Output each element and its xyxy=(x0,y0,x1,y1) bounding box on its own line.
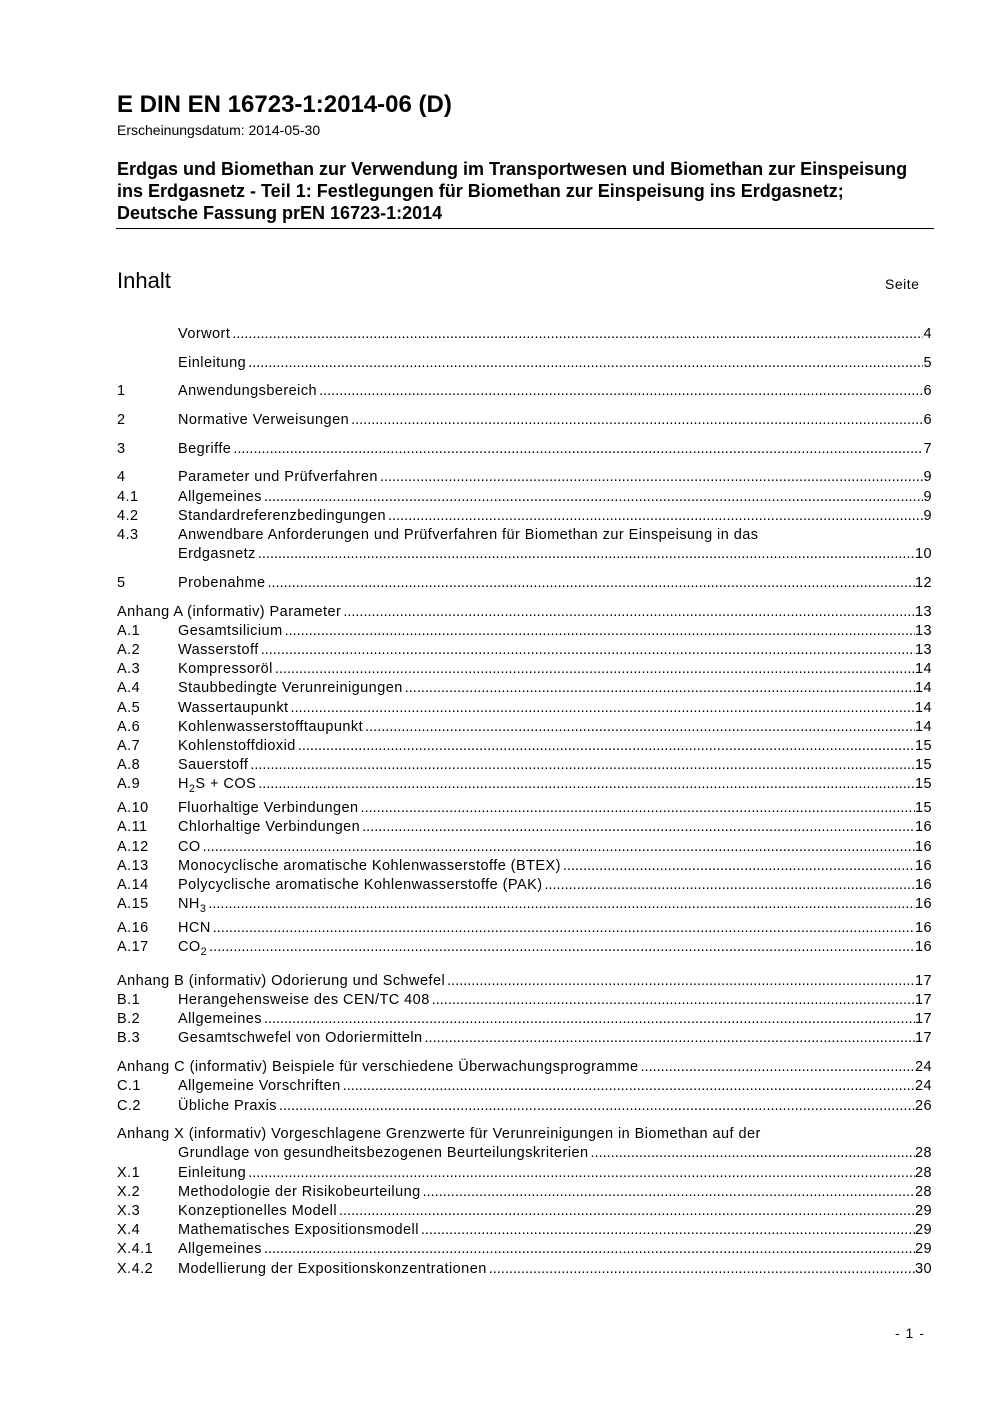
toc-entry[interactable] xyxy=(117,737,932,756)
toc-entry-page: 26 xyxy=(914,1097,932,1114)
toc-entry-page: 16 xyxy=(914,939,932,956)
toc-entry-number: A.13 xyxy=(117,857,149,874)
toc-entry-page: 15 xyxy=(914,776,932,793)
toc-entry[interactable] xyxy=(117,468,932,487)
toc-entry-number: A.8 xyxy=(117,757,141,774)
toc-entry-title: CO xyxy=(178,838,201,855)
toc-entry-page: 10 xyxy=(914,546,932,563)
toc-entry-title: Chlorhaltige Verbindungen xyxy=(178,819,361,836)
toc-entry-number: A.11 xyxy=(117,819,148,836)
toc-entry-page: 9 xyxy=(923,469,932,486)
toc-leader-dots xyxy=(248,354,923,373)
toc-entry[interactable] xyxy=(117,991,932,1010)
toc-heading: Inhalt xyxy=(117,268,171,293)
toc-leader-dots xyxy=(232,325,923,344)
toc-leader-dots xyxy=(425,1029,915,1048)
toc-leader-dots xyxy=(489,1260,915,1279)
toc-entry-number: X.1 xyxy=(117,1164,141,1181)
toc-annex-entry[interactable] xyxy=(117,972,932,991)
toc-entry-number: X.2 xyxy=(117,1183,141,1200)
toc-entry[interactable] xyxy=(117,354,932,373)
toc-entry-page: 30 xyxy=(914,1260,932,1277)
toc-leader-dots xyxy=(423,1183,915,1202)
table-of-contents xyxy=(117,325,932,1279)
toc-entry-number: A.16 xyxy=(117,920,149,937)
toc-entry-title: Staubbedingte Verunreinigungen xyxy=(178,680,403,697)
toc-leader-dots xyxy=(591,1144,915,1163)
toc-entry-number: A.5 xyxy=(117,699,141,716)
toc-entry-page: 17 xyxy=(914,1011,932,1028)
toc-leader-dots xyxy=(641,1058,915,1077)
toc-entry-page: 14 xyxy=(914,718,932,735)
toc-entry[interactable] xyxy=(117,507,932,526)
toc-entry-title: Sauerstoff xyxy=(178,757,249,774)
toc-entry-page: 5 xyxy=(923,354,932,371)
toc-entry[interactable] xyxy=(117,488,932,507)
toc-entry-page: 13 xyxy=(914,641,932,658)
toc-entry-page: 17 xyxy=(914,992,932,1009)
toc-entry-title: Mathematisches Expositionsmodell xyxy=(178,1222,419,1239)
toc-entry-title: Wasserstoff xyxy=(178,641,259,658)
toc-entry-title: Grundlage von gesundheitsbezogenen Beurteilungskriterien xyxy=(178,1145,589,1162)
toc-entry-number: X.4.1 xyxy=(117,1241,154,1258)
toc-leader-dots xyxy=(213,919,915,938)
toc-entry-page: 14 xyxy=(914,680,932,697)
toc-entry-title: Fluorhaltige Verbindungen xyxy=(178,800,359,817)
toc-entry-title: Monocyclische aromatische Kohlenwasserstoffe (BTEX) xyxy=(178,857,561,874)
toc-entry-number: A.6 xyxy=(117,718,141,735)
toc-entry-number: A.7 xyxy=(117,737,141,754)
toc-entry-number: B.1 xyxy=(117,992,141,1009)
toc-leader-dots xyxy=(388,507,923,526)
toc-page-column-label: Seite xyxy=(885,276,920,292)
toc-entry-title: Probenahme xyxy=(178,574,266,591)
toc-entry-title: $H_2S$ + COS xyxy=(178,776,257,796)
toc-entry-title: HCN xyxy=(178,920,211,937)
toc-entry[interactable] xyxy=(117,718,932,737)
toc-entry-number: A.1 xyxy=(117,622,141,639)
toc-entry-title: Kohlenstoffdioxid xyxy=(178,737,296,754)
toc-entry[interactable] xyxy=(117,574,932,593)
page-number: - 1 - xyxy=(895,1325,925,1341)
toc-entry[interactable] xyxy=(117,775,932,799)
toc-entry[interactable] xyxy=(117,679,932,698)
toc-entry-number: X.3 xyxy=(117,1202,141,1219)
toc-entry-number: A.2 xyxy=(117,641,141,658)
toc-entry[interactable] xyxy=(117,1202,932,1221)
toc-entry-page: 24 xyxy=(914,1059,932,1076)
toc-entry[interactable] xyxy=(117,1164,932,1183)
toc-entry-title: Übliche Praxis xyxy=(178,1097,277,1114)
toc-entry-page: 13 xyxy=(914,603,932,620)
toc-leader-dots xyxy=(250,756,915,775)
toc-entry-title: Erdgasnetz xyxy=(178,546,256,563)
toc-entry-number: 4.2 xyxy=(117,507,139,524)
toc-entry[interactable] xyxy=(117,1029,932,1048)
toc-leader-dots xyxy=(447,972,915,991)
toc-entry-page: 13 xyxy=(914,622,932,639)
toc-entry-continuation[interactable] xyxy=(117,545,932,564)
toc-entry-title: Konzeptionelles Modell xyxy=(178,1202,338,1219)
toc-entry-page: 24 xyxy=(914,1078,932,1095)
toc-entry[interactable] xyxy=(117,382,932,401)
toc-leader-dots xyxy=(365,718,915,737)
toc-entry[interactable] xyxy=(117,325,932,344)
toc-leader-dots xyxy=(291,699,915,718)
toc-leader-dots xyxy=(563,857,915,876)
toc-leader-dots xyxy=(268,574,915,593)
toc-entry-title: Kohlenwasserstofftaupunkt xyxy=(178,718,364,735)
toc-entry-title: Methodologie der Risikobeurteilung xyxy=(178,1183,421,1200)
toc-entry-page: 16 xyxy=(914,877,932,893)
toc-entry-title: Wassertaupunkt xyxy=(178,699,289,716)
toc-entry-number: B.2 xyxy=(117,1011,141,1028)
toc-entry-number: A.4 xyxy=(117,680,141,697)
toc-entry-page: 12 xyxy=(914,574,932,591)
toc-entry[interactable] xyxy=(117,1010,932,1029)
toc-entry-page: 28 xyxy=(914,1183,932,1200)
toc-entry[interactable] xyxy=(117,641,932,660)
toc-entry-page: 16 xyxy=(914,819,932,836)
toc-leader-dots xyxy=(351,411,923,430)
toc-entry-page: 29 xyxy=(914,1202,932,1219)
toc-entry[interactable] xyxy=(117,857,932,876)
toc-leader-dots xyxy=(208,895,915,914)
toc-entry[interactable] xyxy=(117,818,932,837)
toc-leader-dots xyxy=(432,991,915,1010)
toc-leader-dots xyxy=(279,1097,915,1116)
toc-entry-title: Begriffe xyxy=(178,440,232,457)
toc-leader-dots xyxy=(319,382,923,401)
toc-leader-dots xyxy=(339,1202,915,1221)
toc-leader-dots xyxy=(264,1240,915,1259)
toc-annex-entry[interactable] xyxy=(117,1058,932,1077)
toc-entry-title: Vorwort xyxy=(178,326,231,342)
toc-leader-dots xyxy=(405,679,915,698)
toc-entry[interactable] xyxy=(117,876,932,895)
toc-leader-dots xyxy=(544,876,915,895)
toc-entry-page: 16 xyxy=(914,857,932,874)
toc-leader-dots xyxy=(203,838,915,857)
toc-entry-page: 4 xyxy=(923,326,932,342)
toc-leader-dots xyxy=(209,938,915,957)
toc-entry[interactable] xyxy=(117,756,932,775)
toc-entry-title: Anhang A (informativ) Parameter xyxy=(117,603,342,620)
toc-entry-title: Normative Verweisungen xyxy=(178,412,350,429)
toc-entry-continuation[interactable] xyxy=(117,1144,932,1163)
toc-entry[interactable] xyxy=(117,1260,932,1279)
toc-entry[interactable] xyxy=(117,1221,932,1240)
toc-entry-page: 17 xyxy=(914,972,932,989)
toc-entry-number: X.4.2 xyxy=(117,1260,154,1277)
toc-entry[interactable] xyxy=(117,1240,932,1259)
toc-entry-page: 9 xyxy=(923,488,932,505)
toc-entry-number: A.17 xyxy=(117,939,149,956)
toc-entry-number: A.15 xyxy=(117,896,149,913)
toc-leader-dots xyxy=(285,622,915,641)
toc-entry-page: 15 xyxy=(914,757,932,774)
toc-entry-page: 6 xyxy=(923,412,932,429)
toc-entry-page: 14 xyxy=(914,661,932,678)
toc-leader-dots xyxy=(362,818,915,837)
toc-entry[interactable] xyxy=(117,799,932,818)
document-title: Erdgas und Biomethan zur Verwendung im Transportwesen und Biomethan zur Einspeisung ins Erdgasnetz - Teil 1: Festlegungen für Biomethan zur Einspeisung ins Erdgasnetz; Deutsche Fassung prEN 16723-1:2014 xyxy=(117,159,908,223)
toc-entry-title: $CO_2$ xyxy=(178,939,208,959)
toc-leader-dots xyxy=(343,603,915,622)
toc-entry-title: Anhang B (informativ) Odorierung und Schwefel xyxy=(117,972,446,989)
toc-entry[interactable] xyxy=(117,1097,932,1116)
toc-entry-title: Allgemeine Vorschriften xyxy=(178,1078,341,1095)
title-divider xyxy=(116,228,934,229)
toc-entry-page: 15 xyxy=(914,737,932,754)
toc-entry-page: 16 xyxy=(914,838,932,855)
toc-entry-number: A.10 xyxy=(117,800,149,817)
toc-leader-dots xyxy=(258,775,915,794)
toc-entry-number: A.3 xyxy=(117,661,141,678)
toc-entry-title: Anwendungsbereich xyxy=(178,383,318,400)
toc-entry[interactable] xyxy=(117,895,932,919)
toc-entry-page: 29 xyxy=(914,1222,932,1239)
toc-entry-page: 16 xyxy=(914,920,932,937)
toc-entry-number: 3 xyxy=(117,440,126,457)
toc-entry-page: 15 xyxy=(914,800,932,817)
toc-entry[interactable] xyxy=(117,440,932,459)
toc-entry-number: 4 xyxy=(117,469,126,486)
toc-annex-entry[interactable] xyxy=(117,603,932,622)
toc-leader-dots xyxy=(380,468,924,487)
toc-entry-title: Allgemeines xyxy=(178,488,262,505)
toc-entry-number: 1 xyxy=(117,383,126,400)
toc-entry-title: Kompressoröl xyxy=(178,661,273,678)
toc-entry[interactable] xyxy=(117,660,932,679)
toc-entry[interactable] xyxy=(117,622,932,641)
toc-entry-number: A.12 xyxy=(117,838,149,855)
toc-entry-title: $NH_3$ xyxy=(178,896,207,915)
toc-leader-dots xyxy=(233,440,923,459)
toc-entry[interactable] xyxy=(117,526,932,545)
toc-entry-number: X.4 xyxy=(117,1222,141,1239)
toc-leader-dots xyxy=(258,545,915,564)
toc-entry[interactable] xyxy=(117,699,932,718)
toc-leader-dots xyxy=(343,1077,915,1096)
toc-entry-number: A.9 xyxy=(117,776,141,793)
publication-date: Erscheinungsdatum: 2014-05-30 xyxy=(117,122,321,138)
toc-leader-dots xyxy=(361,799,915,818)
toc-leader-dots xyxy=(421,1221,915,1240)
document-id: E DIN EN 16723-1:2014-06 (D) xyxy=(117,91,452,118)
toc-entry-title: Anwendbare Anforderungen und Prüfverfahren für Biomethan zur Einspeisung in das xyxy=(178,527,759,543)
toc-entry[interactable] xyxy=(117,938,932,962)
toc-entry-title: Anhang C (informativ) Beispiele für verschiedene Überwachungsprogramme xyxy=(117,1059,639,1076)
toc-entry-number: C.1 xyxy=(117,1078,141,1095)
toc-entry-title: Herangehensweise des CEN/TC 408 xyxy=(178,992,430,1009)
toc-entry-page: 6 xyxy=(923,383,932,400)
toc-entry-title: Modellierung der Expositionskonzentrationen xyxy=(178,1260,487,1277)
toc-entry-title: Einleitung xyxy=(178,354,247,371)
toc-entry[interactable] xyxy=(117,838,932,857)
toc-entry-title: Gesamtschwefel von Odoriermitteln xyxy=(178,1030,423,1047)
toc-entry-page: 7 xyxy=(923,440,932,457)
toc-entry-page: 16 xyxy=(914,896,932,913)
toc-entry-title: Gesamtsilicium xyxy=(178,622,283,639)
toc-entry-number: 4.1 xyxy=(117,488,139,505)
toc-entry[interactable] xyxy=(117,919,932,938)
toc-entry-number: B.3 xyxy=(117,1030,141,1047)
toc-entry-number: 4.3 xyxy=(117,527,139,543)
toc-annex-entry[interactable] xyxy=(117,1125,932,1144)
toc-entry-title: Allgemeines xyxy=(178,1011,262,1028)
toc-entry[interactable] xyxy=(117,1077,932,1096)
toc-entry-page: 28 xyxy=(914,1164,932,1181)
toc-entry[interactable] xyxy=(117,411,932,430)
toc-leader-dots xyxy=(264,1010,915,1029)
toc-entry-number: C.2 xyxy=(117,1097,141,1114)
toc-entry-title: Parameter und Prüfverfahren xyxy=(178,469,378,486)
toc-leader-dots xyxy=(298,737,915,756)
toc-entry[interactable] xyxy=(117,1183,932,1202)
toc-leader-dots xyxy=(275,660,915,679)
toc-leader-dots xyxy=(248,1164,915,1183)
toc-leader-dots xyxy=(261,641,915,660)
toc-entry-number: 5 xyxy=(117,574,126,591)
toc-entry-title: Standardreferenzbedingungen xyxy=(178,507,387,524)
toc-entry-title: Anhang X (informativ) Vorgeschlagene Grenzwerte für Verunreinigungen in Biomethan auf der xyxy=(117,1126,761,1143)
toc-entry-page: 17 xyxy=(914,1030,932,1047)
toc-leader-dots xyxy=(264,488,924,507)
toc-entry-number: A.14 xyxy=(117,877,149,893)
toc-entry-page: 9 xyxy=(923,507,932,524)
toc-entry-page: 14 xyxy=(914,699,932,716)
toc-entry-title: Polycyclische aromatische Kohlenwasserstoffe (PAK) xyxy=(178,877,543,893)
toc-entry-title: Allgemeines xyxy=(178,1241,262,1258)
toc-entry-page: 28 xyxy=(914,1145,932,1162)
toc-entry-number: 2 xyxy=(117,412,126,429)
toc-entry-title: Einleitung xyxy=(178,1164,247,1181)
toc-entry-page: 29 xyxy=(914,1241,932,1258)
